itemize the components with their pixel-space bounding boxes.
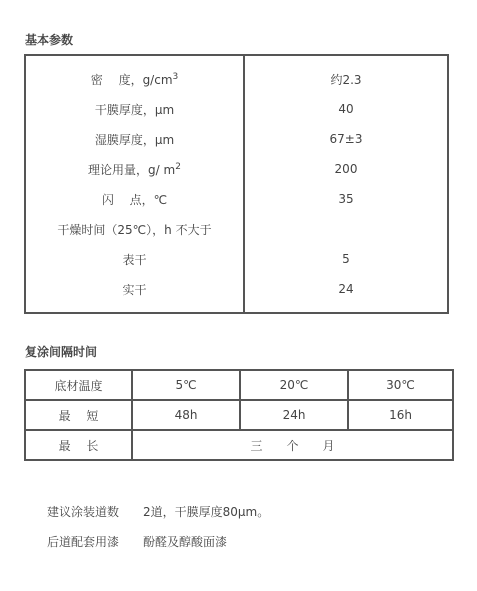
param-value: 35 [244, 184, 448, 214]
table-row [25, 400, 453, 430]
table-row [25, 370, 453, 400]
table-row [25, 430, 453, 460]
param-value: 200 [244, 154, 448, 184]
table-cell: 16h [348, 400, 453, 430]
note-label: 后道配套用漆 [47, 535, 120, 549]
note-coats [47, 503, 269, 520]
param-label: 理论用量，g/ $m^2$ [88, 161, 181, 177]
table-row [25, 94, 448, 124]
row-label: 最 短 [25, 400, 132, 430]
note-value: 酚醛及醇酸面漆 [143, 535, 228, 549]
table-row [25, 154, 448, 184]
basic-params-table [24, 54, 449, 314]
header-cell: 20℃ [240, 370, 348, 400]
param-label: 密 度，$g/cm^3$ [90, 71, 179, 87]
param-label: 闪 点，℃ [101, 192, 168, 207]
param-value [244, 214, 448, 244]
param-label: 干燥时间（25℃），h 不大于 [57, 222, 212, 237]
table-row [25, 124, 448, 154]
section-title-recoat-interval: 复涂间隔时间 [25, 345, 98, 359]
header-cell: 30℃ [348, 370, 453, 400]
param-value: 5 [244, 244, 448, 274]
param-label: 表干 [122, 252, 147, 267]
table-cell: 三 个 月 [132, 430, 453, 460]
note-value: 2道，干膜厚度80μm。 [143, 505, 270, 519]
param-label: 实干 [122, 282, 147, 297]
param-value: 40 [244, 94, 448, 124]
note-topcoat [47, 533, 227, 550]
note-label: 建议涂装道数 [47, 505, 120, 519]
header-cell: 底材温度 [25, 370, 132, 400]
param-label: 干膜厚度，μm [94, 102, 175, 117]
table-row [25, 274, 448, 313]
param-value: 24 [244, 274, 448, 313]
table-row [25, 244, 448, 274]
recoat-interval-table [24, 369, 454, 461]
table-row [25, 55, 448, 94]
table-cell: 24h [240, 400, 348, 430]
table-cell: 48h [132, 400, 240, 430]
section-title-basic-params: 基本参数 [25, 33, 74, 47]
table-row [25, 184, 448, 214]
header-cell: 5℃ [132, 370, 240, 400]
param-value: 约2.3 [244, 55, 448, 94]
param-value: 67±3 [244, 124, 448, 154]
param-label: 湿膜厚度，μm [94, 132, 175, 147]
row-label: 最 长 [25, 430, 132, 460]
table-row [25, 214, 448, 244]
